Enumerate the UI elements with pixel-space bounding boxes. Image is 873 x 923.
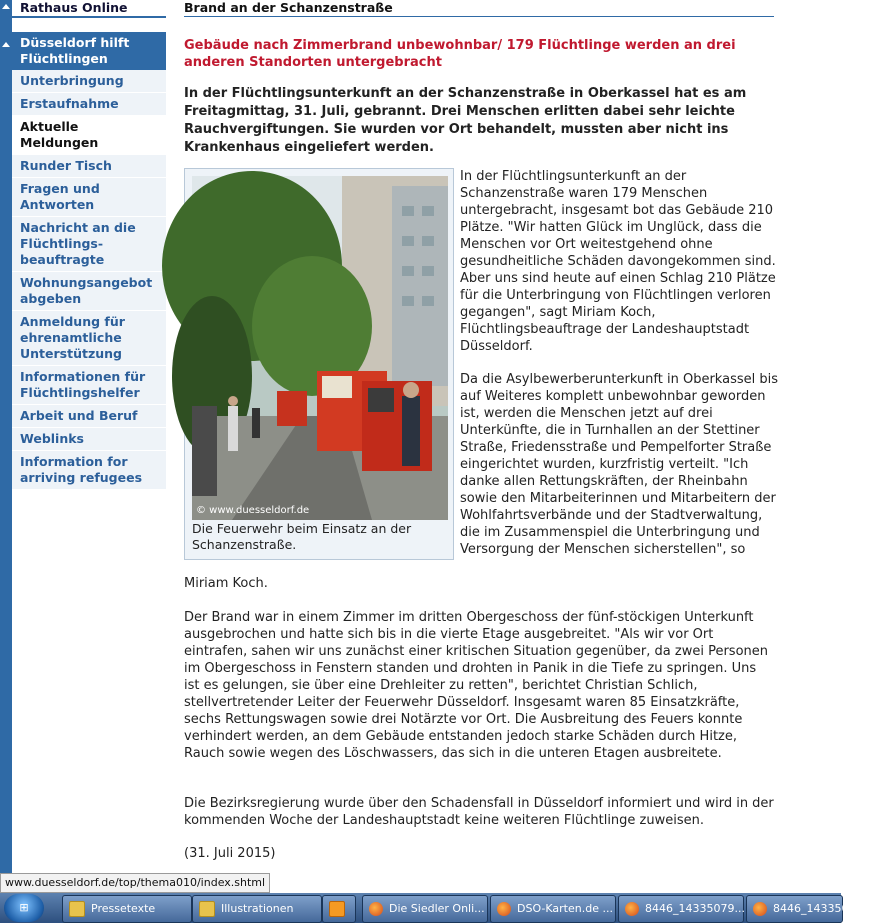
sidebar-item-unterbringung[interactable]: Unterbringung	[12, 70, 166, 93]
article	[184, 0, 774, 157]
sidebar-item-erstaufnahme[interactable]: Erstaufnahme	[12, 93, 166, 116]
article-paragraph-2: Da die Asylbewerberunterkunft in Oberkassel bis auf Weiteres komplett unbewohnbar geworden ist, werden die Menschen jetzt auf drei Unterkünfte, die in Turnhallen an der Stettiner Straße, Friedensstraße und Pempelforter Straße eingerichtet wurden, kurzfristig verteilt. "Ich danke allen Rettungskräften, der Rheinbahn sowie den Mitarbeiterinnen und Mitarbeitern der Wohlfahrtsverbände und der Stadtverwaltung, die im Zusammenspiel die Unterbringung und Versorgung der Menschen sicherstellen", so	[460, 372, 778, 557]
media-player-icon	[329, 901, 345, 917]
article-figure	[184, 168, 454, 560]
folder-icon	[199, 901, 215, 917]
sidebar-item-fragen[interactable]: Fragen und Antworten	[12, 178, 166, 217]
taskbar-item-siedler[interactable]: Die Siedler Onli...	[362, 895, 488, 923]
image-caption: Die Feuerwehr beim Einsatz an der Schanzenstraße.	[192, 521, 412, 552]
firefox-icon	[625, 902, 639, 916]
nav-top-link[interactable]: Rathaus Online	[12, 0, 166, 18]
firefox-icon	[369, 902, 383, 916]
left-accent-bar	[0, 0, 12, 893]
collapse-arrow-icon[interactable]	[2, 4, 10, 9]
nav-section-header[interactable]: Düsseldorf hilft Flüchtlingen	[12, 32, 166, 70]
article-lead: In der Flüchtlingsunterkunft an der Schanzenstraße in Oberkassel hat es am Freitagmittag, 31. Juli, gebrannt. Drei Menschen erlitten dabei sehr leichte Rauchvergiftungen. Sie wurden vor Ort behandelt, mussten aber nicht ins Krankenhaus eingeliefert werden.	[184, 86, 747, 155]
taskbar-item-8446-a[interactable]: 8446_14335079...	[618, 895, 744, 923]
photo-credit: © www.duesseldorf.de	[196, 505, 310, 516]
article-paragraph-2-tail: Miriam Koch.	[184, 576, 268, 591]
sidebar-item-anmeldung[interactable]: Anmeldung für ehrenamtliche Unterstützung	[12, 311, 166, 366]
taskbar-item-pressetexte[interactable]: Pressetexte	[62, 895, 192, 923]
sidebar-item-runder-tisch[interactable]: Runder Tisch	[12, 155, 166, 178]
fire-scene-photo[interactable]	[192, 176, 448, 520]
taskbar-item-media[interactable]	[322, 895, 356, 923]
page-title: Brand an der Schanzenstraße	[184, 0, 774, 17]
sidebar-nav	[12, 0, 166, 490]
taskbar	[0, 893, 873, 923]
sidebar-item-refugees[interactable]: Information for arriving refugees	[12, 451, 166, 490]
taskbar-item-dso-karten[interactable]: DSO-Karten.de ...	[490, 895, 616, 923]
start-button[interactable]	[4, 894, 44, 922]
article-date: (31. Juli 2015)	[184, 846, 276, 861]
article-paragraph-3: Der Brand war in einem Zimmer im dritten Obergeschoss der fünf-stöckigen Unterkunft ausgebrochen und hatte sich bis in die vierte Etage ausgebreitet. "Als wir vor Ort eintrafen, sahen wir uns zunächst einer kritischen Situation gegenüber, da zwei Personen im Obergeschoss in Fenstern standen und drohten in Panik in die Tiefe zu springen. Uns ist es gelungen, sie über eine Drehleiter zu retten", berichtet Christian Schlich, stellvertretender Leiter der Feuerwehr Düsseldorf. Insgesamt waren 85 Einsatzkräfte, sechs Rettungswagen sowie drei Notärzte vor Ort. Die Ausbreitung des Feuers konnte verhindert werden, an dem Gebäude entstanden jedoch starke Schäden durch Hitze, Rauch sowie wegen des Löschwassers, das sich in die unteren Etagen ausbreitete.	[184, 610, 769, 761]
article-headline: Gebäude nach Zimmerbrand unbewohnbar/ 179 Flüchtlinge werden an drei anderen Standorten untergebracht	[184, 38, 736, 70]
sidebar-item-weblinks[interactable]: Weblinks	[12, 428, 166, 451]
collapse-arrow-icon[interactable]	[2, 42, 10, 47]
windows-logo-icon: ⊞	[19, 901, 29, 914]
firefox-icon	[753, 902, 767, 916]
article-paragraph-1: In der Flüchtlingsunterkunft an der Schanzenstraße waren 179 Menschen untergebracht, insgesamt bot das Gebäude 210 Plätze. "Wir hatten Glück im Unglück, dass die Menschen vor Ort weitestgehend ohne gesundheitliche Schäden davongekommen sind. Aber uns sind heute auf einen Schlag 210 Plätze für die Unterbringung von Flüchtlingen verloren gegangen", sagt Miriam Koch, Flüchtlingsbeauftrage der Landeshauptstadt Düsseldorf.	[460, 169, 776, 354]
sidebar-item-informationen[interactable]: Informationen für Flüchtlingshelfer	[12, 366, 166, 405]
article-paragraph-4: Die Bezirksregierung wurde über den Schadensfall in Düsseldorf informiert und wird in der kommenden Woche der Landeshauptstadt keine weiteren Flüchtlinge zuweisen.	[184, 796, 774, 828]
taskbar-item-illustrationen[interactable]: Illustrationen	[192, 895, 322, 923]
sidebar-item-aktuelle-meldungen[interactable]: Aktuelle Meldungen	[12, 116, 166, 155]
sidebar-item-nachricht[interactable]: Nachricht an die Flüchtlings-beauftragte	[12, 217, 166, 272]
status-bar-url: www.duesseldorf.de/top/thema010/index.shtml	[0, 873, 270, 893]
taskbar-item-8446-b[interactable]: 8446_14335079...	[746, 895, 843, 923]
sidebar-item-arbeit[interactable]: Arbeit und Beruf	[12, 405, 166, 428]
firefox-icon	[497, 902, 511, 916]
folder-icon	[69, 901, 85, 917]
sidebar-item-wohnungsangebot[interactable]: Wohnungsangebot abgeben	[12, 272, 166, 311]
